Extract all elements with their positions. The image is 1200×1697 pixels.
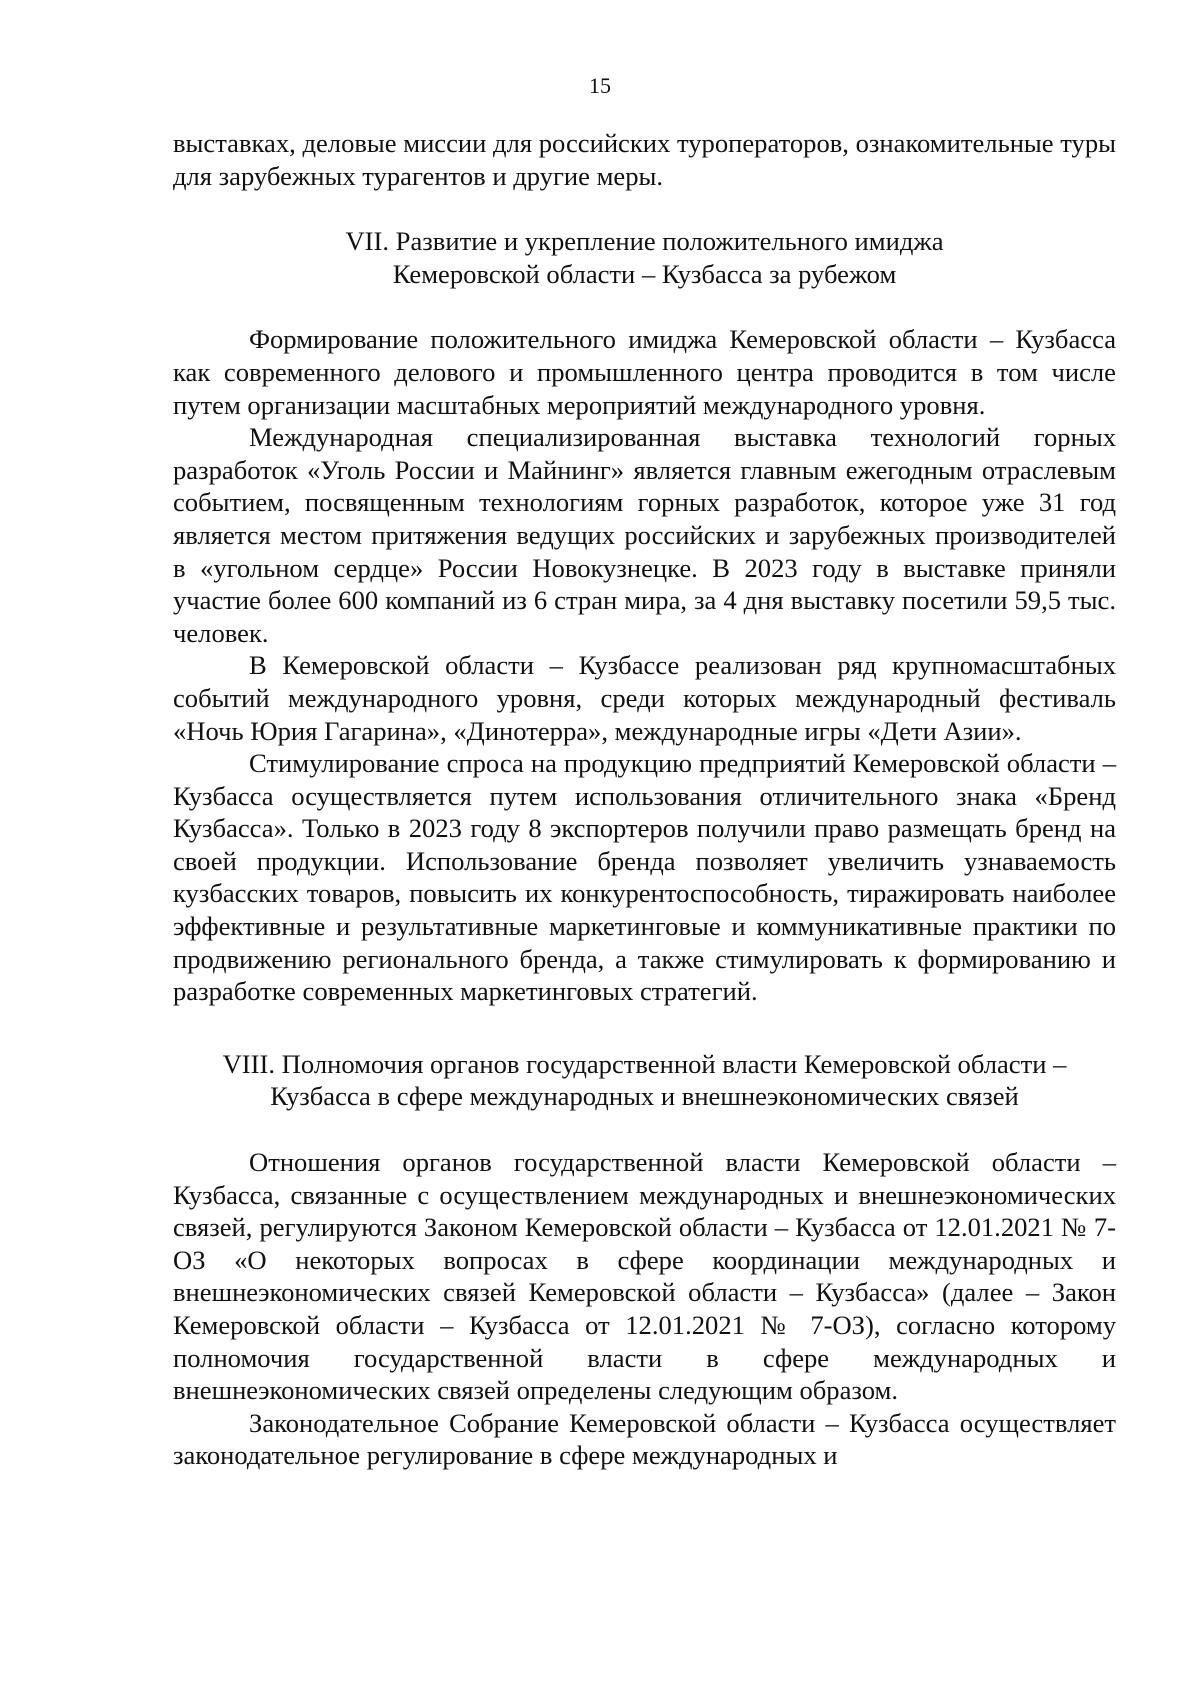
spacer <box>173 1113 1116 1146</box>
section-8-paragraph-1: Отношения органов государственной власти Кемеровской области – Кузбасса, связанные с осуществлением международных и внешнеэкономических связей, регулируются Законом Кемеровской области – Кузбасса от 12.01.2021 № 7-ОЗ «О некоторых вопросах в сфере координации международных и внешнеэкономических связей Кемеровской области – Кузбасса» (далее – Закон Кемеровской области – Кузбасса от 12.01.2021 № 7-ОЗ), согласно которому полномочия государственной власти в сфере международных и внешнеэкономических связей определены следующим образом. <box>173 1147 1116 1406</box>
section-8-paragraph-2: Законодательное Собрание Кемеровской области – Кузбасса осуществляет законодательное регулирование в сфере международных и <box>173 1407 1116 1471</box>
section-7-paragraph-1: Формирование положительного имиджа Кемеровской области – Кузбасса как современного делового и промышленного центра проводится в том числе путем организации масштабных мероприятий международного уровня. <box>173 324 1116 420</box>
section-7-paragraph-3: В Кемеровской области – Кузбассе реализован ряд крупномасштабных событий международного уровня, среди которых международный фестиваль «Ночь Юрия Гагарина», «Динотерра», международные игры «Дети Азии». <box>173 650 1116 746</box>
section-7-heading <box>173 225 1116 290</box>
section-7-title-line-1: VII. Развитие и укрепление положительного имиджа <box>345 226 944 257</box>
section-8-heading <box>173 1048 1116 1113</box>
section-7-paragraph-4: Стимулирование спроса на продукцию предприятий Кемеровской области – Кузбасса осуществляется путем использования отличительного знака «Бренд Кузбасса». Только в 2023 году 8 экспортеров получили право размещать бренд на своей продукции. Использование бренда позволяет увеличить узнаваемость кузбасских товаров, повысить их конкурентоспособность, тиражировать наиболее эффективные и результативные маркетинговые и коммуникативные практики по продвижению регионального бренда, а также стимулировать к формированию и разработке современных маркетинговых стратегий. <box>173 748 1116 1007</box>
spacer <box>173 290 1116 323</box>
section-7-paragraph-2: Международная специализированная выставка технологий горных разработок «Уголь России и Майнинг» является главным ежегодным отраслевым событием, посвященным технологиям горных разработок, которое уже 31 год является местом притяжения ведущих российских и зарубежных производителей в «угольном сердце» России Новокузнецке. В 2023 году в выставке приняли участие более 600 компаний из 6 стран мира, за 4 дня выставку посетили 59,5 тыс. человек. <box>173 422 1116 648</box>
section-8-title-line-2: Кузбасса в сфере международных и внешнеэкономических связей <box>270 1081 1019 1112</box>
section-7-title-line-2: Кемеровской области – Кузбасса за рубежом <box>392 258 897 289</box>
page-number: 15 <box>589 73 611 98</box>
page-content <box>173 127 1116 1472</box>
section-8-title-line-1: VIII. Полномочия органов государственной власти Кемеровской области – <box>222 1048 1067 1079</box>
paragraph-continuation: выставках, деловые миссии для российских туроператоров, ознакомительные туры для зарубежных турагентов и другие меры. <box>173 128 1116 191</box>
